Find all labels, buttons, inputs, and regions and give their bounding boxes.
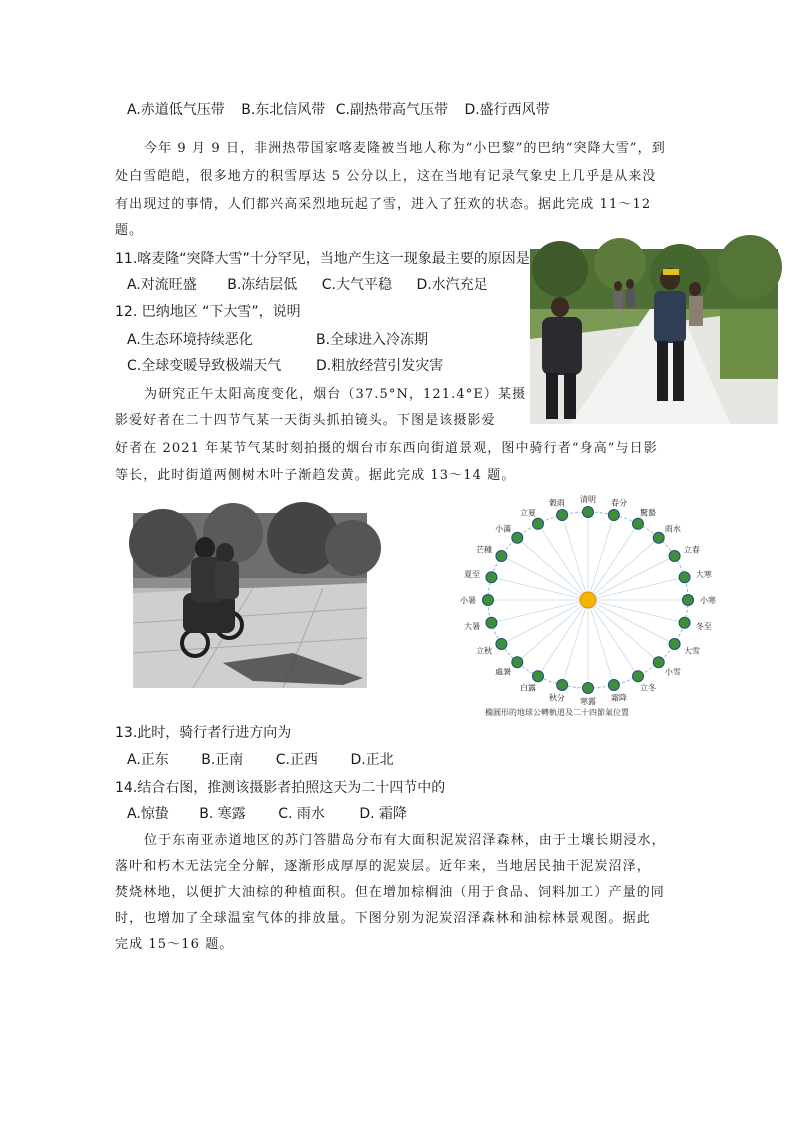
earth-marker [533,671,544,682]
sun-ray [538,600,588,676]
q13-stem: 13.此时，骑行者行进方向为 [115,725,292,741]
q14-option-d: D. 霜降 [359,806,408,822]
q14-option-a: A.惊蛰 [127,806,169,822]
sun-ray [588,600,659,662]
q11-option-c: C.大气平稳 [321,277,392,293]
solar-term-label: 芒種 [476,545,493,555]
solar-term-label: 冬至 [695,622,712,632]
q13-option-a: A.正东 [127,752,169,768]
passage2-line-1: 为研究正午太阳高度变化，烟台（37.5°N，121.4°E）某摄 [144,387,527,402]
passage1-line-1: 今年 9 月 9 日，非洲热带国家喀麦隆被当地人称为“小巴黎”的巴纳“突降大雪”，到 [144,141,666,156]
sun-ray [562,515,588,600]
passage1-line-3: 有出现过的事情，人们都兴高采烈地玩起了雪，进入了狂欢的状态。据此完成 11～12 [115,197,652,212]
passage1-line-4: 题。 [115,223,144,238]
passage3-line-5: 完成 15～16 题。 [115,937,234,952]
solar-term-label: 小滿 [495,524,512,534]
solar-term-label: 大雪 [683,646,700,656]
earth-marker [608,680,619,691]
sun-ray [538,524,588,600]
q14-option-b: B. 寒露 [199,806,246,822]
earth-marker [679,572,690,583]
solar-term-label: 立秋 [476,646,493,656]
solar-term-label: 夏至 [464,569,481,579]
sun-ray [588,577,685,600]
solar-term-label: 小雪 [664,667,681,677]
earth-marker [683,595,694,606]
passage2-line-3: 好者在 2021 年某节气某时刻拍摄的烟台市东西向街道景观，图中骑行者“身高”与日影 [115,441,658,456]
passage2-line-2: 影爱好者在二十四节气某一天街头抓拍镜头。下图是该摄影爱 [115,413,496,428]
earth-marker [679,617,690,628]
earth-marker [486,572,497,583]
solar-term-label: 穀雨 [548,498,565,508]
earth-marker [496,639,507,650]
q12-option-d: D.粗放经营引发灾害 [316,358,444,374]
passage3-line-3: 焚烧林地，以便扩大油棕的种植面积。但在增加棕榈油（用于食品、饲料加工）产量的同 [115,885,665,900]
passage3-line-1: 位于东南亚赤道地区的苏门答腊岛分布有大面积泥炭沼泽森林，由于土壤长期浸水， [144,833,666,848]
earth-marker [633,671,644,682]
solar-term-label: 雨水 [664,524,681,534]
passage2-line-4: 等长，此时街道两侧树木叶子渐趋发黄。据此完成 13～14 题。 [115,468,516,483]
sun-ray [588,600,685,623]
solar-term-label: 白露 [520,683,536,693]
solar-term-label: 霜降 [611,693,628,703]
cyclist-photo [133,513,367,688]
snow-photo [530,249,778,424]
earth-marker [512,657,523,668]
earth-marker [583,507,594,518]
sun-ray [588,600,675,644]
q12-option-c: C.全球变暖导致极端天气 [127,358,282,374]
earth-marker [512,532,523,543]
passage1-line-2: 处白雪皑皑，很多地方的积雪厚达 5 公分以上，这在当地有记录气象史上几乎是从来没 [115,169,657,184]
q10-option-c: C.副热带高气压带 [335,102,448,118]
sun-ray [562,600,588,685]
earth-marker [669,639,680,650]
sun-ray [501,556,588,600]
sun-ray [588,556,675,600]
solar-term-label: 立夏 [520,508,536,518]
sun-ray [491,577,588,600]
q12-option-a: A.生态环境持续恶化 [127,332,253,348]
sun-ray [588,524,638,600]
q14-option-c: C. 雨水 [278,806,325,822]
q10-option-a: A.赤道低气压带 [127,102,225,118]
q11-option-d: D.水汽充足 [416,277,488,293]
q10-option-b: B.东北信风带 [241,102,326,118]
sun-ray [588,515,614,600]
solar-term-label: 小暑 [460,596,476,605]
q14-stem: 14.结合右图，推测该摄影者拍照这天为二十四节中的 [115,780,446,796]
earth-marker [496,551,507,562]
solar-term-label: 秋分 [548,693,565,703]
q12-option-b: B.全球进入冷冻期 [316,332,429,348]
earth-marker [633,518,644,529]
earth-marker [583,683,594,694]
sun-ray [517,538,588,600]
solar-term-label: 寒露 [580,697,596,706]
q11-stem: 11.喀麦隆“突降大雪”十分罕见，当地产生这一现象最主要的原因是 [115,251,530,267]
earth-marker [653,657,664,668]
q11-option-b: B.冻结层低 [227,277,298,293]
passage3-line-2: 落叶和朽木无法完全分解，逐渐形成厚厚的泥炭层。近年来，当地居民抽干泥炭沼泽， [115,859,651,874]
earth-marker [483,595,494,606]
earth-marker [669,551,680,562]
earth-marker [608,509,619,520]
solar-term-label: 大暑 [464,622,481,632]
sun-ray [588,600,638,676]
solar-term-label: 立冬 [640,683,656,693]
solar-term-label: 大寒 [695,569,712,579]
sun-icon [580,592,596,608]
sun-ray [491,600,588,623]
sun-ray [501,600,588,644]
passage3-line-4: 时，也增加了全球温室气体的排放量。下图分别为泥炭沼泽森林和油棕林景观图。据此 [115,911,651,926]
earth-marker [486,617,497,628]
earth-marker [557,680,568,691]
sun-ray [588,538,659,600]
solar-term-label: 春分 [611,498,628,508]
q10-options [127,101,550,119]
earth-marker [557,509,568,520]
solar-term-label: 立春 [683,545,700,555]
orbit-caption: 橢圓形的地球公轉軌道及二十四節氣位置 [485,708,629,717]
earth-marker [653,532,664,543]
sun-ray [588,600,614,685]
sun-ray [517,600,588,662]
q11-options [127,276,488,294]
solar-term-label: 小寒 [700,596,716,605]
orbit-diagram [400,495,716,722]
solar-term-label: 驚蟄 [640,508,656,518]
q13-option-b: B.正南 [201,752,244,768]
q14-options [127,805,407,823]
q13-option-d: D.正北 [350,752,394,768]
q13-option-c: C.正西 [275,752,318,768]
q12-stem: 12. 巴纳地区 “下大雪”，说明 [115,304,301,320]
solar-term-label: 清明 [580,495,596,504]
q11-option-a: A.对流旺盛 [127,277,197,293]
q13-options [127,751,394,769]
solar-term-label: 處暑 [495,667,512,677]
earth-marker [533,518,544,529]
q10-option-d: D.盛行西风带 [464,102,550,118]
